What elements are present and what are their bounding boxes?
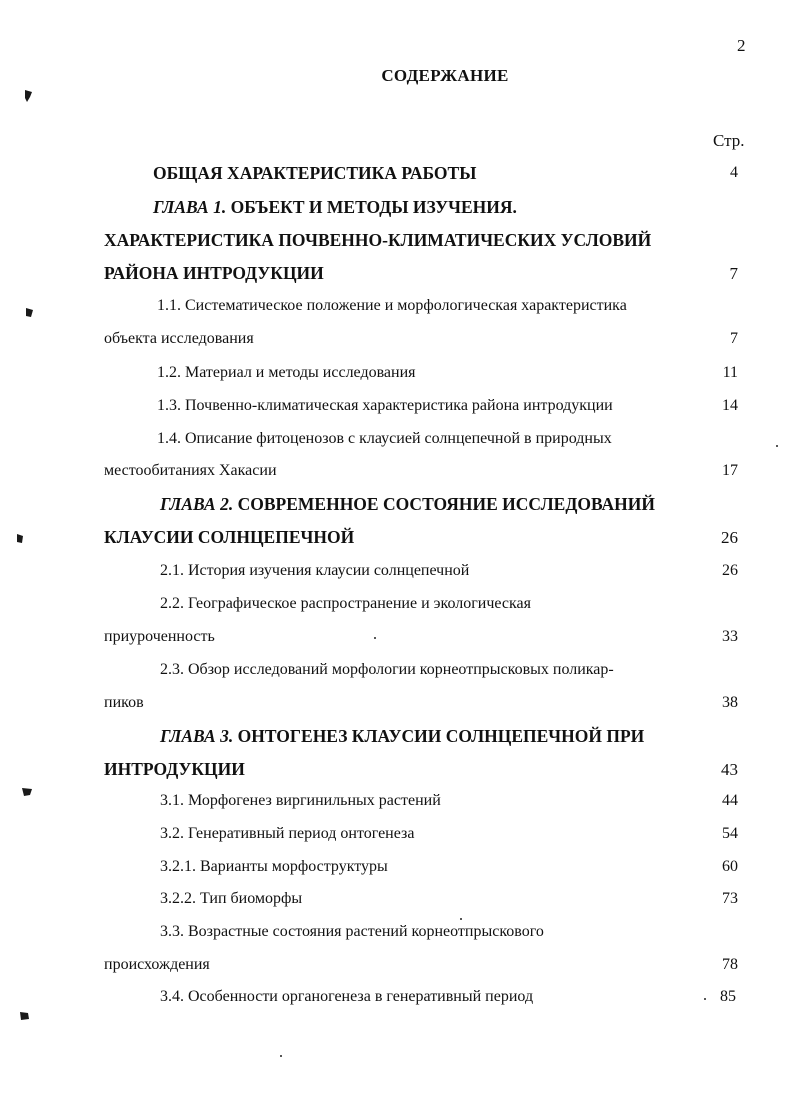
chapter-title: СОВРЕМЕННОЕ СОСТОЯНИЕ ИССЛЕДОВАНИЙ [233,494,656,514]
toc-page-number: 26 [722,562,738,579]
toc-entry-3-2: 3.2. Генеративный период онтогенеза [160,825,415,842]
toc-page-number: 43 [721,760,738,779]
toc-page-number: 78 [722,956,738,973]
chapter-label: ГЛАВА 1. [153,197,227,217]
toc-page-number: 54 [722,825,738,842]
toc-entry-2-2-line1: 2.2. Географическое распространение и экологическая [160,595,532,612]
toc-entry-3-2-1: 3.2.1. Варианты морфоструктуры [160,858,388,875]
toc-entry-1-1-line2: объекта исследования [104,330,254,347]
toc-page-number: 26 [721,528,738,547]
chapter-title: ОНТОГЕНЕЗ КЛАУСИИ СОЛНЦЕПЕЧНОЙ ПРИ [233,726,645,746]
chapter-label: ГЛАВА 3. [160,726,234,746]
toc-chapter-2-line1 [160,494,655,515]
toc-entry-general: ОБЩАЯ ХАРАКТЕРИСТИКА РАБОТЫ [153,163,477,183]
toc-entry-1-3: 1.3. Почвенно-климатическая характеристика района интродукции [157,397,613,414]
scan-speck [704,998,706,1000]
scan-speck [280,1055,282,1057]
toc-page-number: 38 [722,694,738,711]
toc-entry-1-1-line1: 1.1. Систематическое положение и морфологическая характеристика [157,297,627,314]
toc-page-number: 17 [722,462,738,479]
toc-chapter-1-line2: ХАРАКТЕРИСТИКА ПОЧВЕННО-КЛИМАТИЧЕСКИХ УСЛОВИЙ [104,230,652,250]
chapter-title: ОБЪЕКТ И МЕТОДЫ ИЗУЧЕНИЯ. [226,197,517,217]
page-title: СОДЕРЖАНИЕ [381,66,509,85]
toc-entry-1-4-line1: 1.4. Описание фитоценозов с клаусией солнцепечной в природных [157,430,612,447]
page-column-label: Стр. [713,131,745,150]
scan-mark-1 [22,88,36,104]
toc-entry-2-2-line2: приуроченность [104,628,215,645]
toc-entry-2-3-line2: пиков [104,694,144,711]
toc-page-number: 7 [729,264,738,283]
toc-page-number: 60 [722,858,738,875]
toc-entry-1-4-line2: местообитаниях Хакасии [104,462,277,479]
scan-speck [460,918,462,920]
page-number: 2 [737,36,746,55]
scan-mark-3 [14,532,26,546]
scan-speck [776,445,778,447]
toc-chapter-3-line1 [160,726,644,747]
toc-entry-3-3-line2: происхождения [104,956,210,973]
scan-mark-4 [20,785,34,799]
toc-entry-2-1: 2.1. История изучения клаусии солнцепечной [160,562,470,579]
toc-page-number: 73 [722,890,738,907]
toc-chapter-3-line2: ИНТРОДУКЦИИ [104,759,245,779]
toc-page-number: 85 [720,988,736,1005]
toc-chapter-1-line1 [153,197,517,218]
toc-entry-3-2-2: 3.2.2. Тип биоморфы [160,890,303,907]
scan-mark-5 [16,1008,32,1024]
toc-page-number: 33 [722,628,738,645]
toc-entry-2-3-line1: 2.3. Обзор исследований морфологии корнеотпрысковых поликар- [160,661,614,678]
toc-page-number: 14 [722,397,738,414]
toc-entry-3-1: 3.1. Морфогенез виргинильных растений [160,792,441,809]
toc-entry-3-3-line1: 3.3. Возрастные состояния растений корнеотпрыскового [160,923,544,940]
chapter-label: ГЛАВА 2. [160,494,234,514]
toc-chapter-2-line2: КЛАУСИИ СОЛНЦЕПЕЧНОЙ [104,527,355,547]
toc-entry-1-2: 1.2. Материал и методы исследования [157,364,416,381]
toc-page-number: 7 [730,330,738,347]
toc-chapter-1-line3: РАЙОНА ИНТРОДУКЦИИ [104,263,324,283]
scan-speck [374,637,376,639]
toc-page-number: 4 [730,164,738,181]
toc-entry-3-4: 3.4. Особенности органогенеза в генеративный период [160,988,534,1005]
scan-mark-2 [22,305,36,321]
toc-page-number: 44 [722,792,738,809]
toc-page-number: 11 [722,364,738,381]
